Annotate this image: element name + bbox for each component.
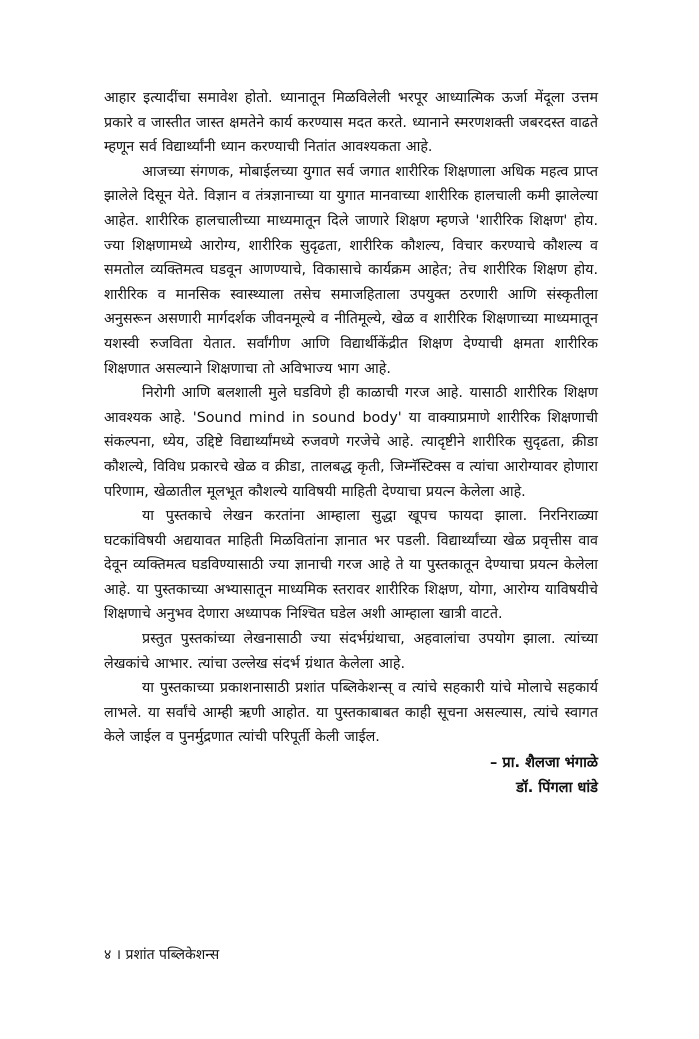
paragraph-book-writing: या पुस्तकाचे लेखन करतांना आम्हाला सुद्धा खूपच फायदा झाला. निरनिराळ्या घटकांविषयी अद्ययावत माहिती मिळवितांना ज्ञानात भर पडली. विद्यार्थ्यांच्या खेळ प्रवृत्तीस वाव देवून व्यक्तिमत्व घडविण्यासाठी ज्या ज्ञानाची गरज आहे ते या पुस्तकातून देण्याचा प्रयत्न केलेला आहे. या पुस्तकाच्या अभ्यासातून माध्यमिक स्तरावर शारीरिक शिक्षण, योगा, आरोग्य याविषयीचे शिक्षणाचे अनुभव देणारा अध्यापक निश्चित घडेल अशी आम्हाला खात्री वाटते. bbox=[104, 508, 598, 623]
author-signature-2: डॉ. पिंगला धांडे bbox=[516, 779, 598, 797]
author-signature-1: – प्रा. शैलजा भंगाळे bbox=[490, 754, 598, 772]
paragraph-healthy-children: निरोगी आणि बलशाली मुले घडविणे ही काळाची गरज आहे. यासाठी शारीरिक शिक्षण आवश्यक आहे. 'Sound mind in sound body' या वाक्याप्रमाणे शारीरिक शिक्षणाची संकल्पना, ध्येय, उद्दिष्टे विद्यार्थ्यांमध्ये रुजवणे गरजेचे आहे. त्यादृष्टीने शारीरिक सुदृढता, क्रीडा कौशल्ये, विविध प्रकारचे खेळ व क्रीडा, तालबद्ध कृती, जिम्नॅस्टिक्स व त्यांचा आरोग्यावर होणारा परिणाम, खेळातील मूलभूत कौशल्ये याविषयी माहिती देण्याचा प्रयत्न केलेला आहे. bbox=[104, 385, 598, 500]
page-footer: ४ । प्रशांत पब्लिकेशन्स bbox=[104, 947, 220, 963]
paragraph-references: प्रस्तुत पुस्तकांच्या लेखनासाठी ज्या संदर्भग्रंथाचा, अहवालांचा उपयोग झाला. त्यांच्या लेखकांचे आभार. त्यांचा उल्लेख संदर्भ ग्रंथात केलेला आहे. bbox=[104, 631, 598, 672]
paragraph-meditation: आहार इत्यादींचा समावेश होतो. ध्यानातून मिळविलेली भरपूर आध्यात्मिक ऊर्जा मेंदूला उत्तम प्रकारे व जास्तीत जास्त क्षमतेने कार्य करण्यास मदत करते. ध्यानाने स्मरणशक्ती जबरदस्त वाढते म्हणून सर्व विद्यार्थ्यांनी ध्यान करण्याची नितांत आवश्यकता आहे. bbox=[104, 90, 598, 156]
page-body bbox=[104, 86, 598, 800]
paragraph-acknowledgement: या पुस्तकाच्या प्रकाशनासाठी प्रशांत पब्लिकेशन्स् व त्यांचे सहकारी यांचे मोलाचे सहकार्य लाभले. या सर्वांचे आम्ही ऋणी आहोत. या पुस्तकाबाबत काही सूचना असल्यास, त्यांचे स्वागत केले जाईल व पुनर्मुद्रणात त्यांची परिपूर्ती केली जाईल. bbox=[104, 680, 598, 746]
paragraph-physical-education: आजच्या संगणक, मोबाईलच्या युगात सर्व जगात शारीरिक शिक्षणाला अधिक महत्व प्राप्त झालेले दिसून येते. विज्ञान व तंत्रज्ञानाच्या या युगात मानवाच्या शारीरिक हालचाली कमी झालेल्या आहेत. शारीरिक हालचालीच्या माध्यमातून दिले जाणारे शिक्षण म्हणजे 'शारीरिक शिक्षण' होय. ज्या शिक्षणामध्ये आरोग्य, शारीरिक सुदृढता, शारीरिक कौशल्य, विचार करण्याचे कौशल्य व समतोल व्यक्तिमत्व घडवून आणण्याचे, विकासाचे कार्यक्रम आहेत; तेच शारीरिक शिक्षण होय. शारीरिक व मानसिक स्वास्थ्याला तसेच समाजहिताला उपयुक्त ठरणारी आणि संस्कृतीला अनुसरून असणारी मार्गदर्शक जीवनमूल्ये व नीतिमूल्ये, खेळ व शारीरिक शिक्षणाच्या माध्यमातून यशस्वी रुजविता येतात. सर्वांगीण आणि विद्यार्थीकेंद्रीत शिक्षण देण्याची क्षमता शारीरिक शिक्षणात असल्याने शिक्षणाचा तो अविभाज्य भाग आहे. bbox=[104, 163, 598, 377]
